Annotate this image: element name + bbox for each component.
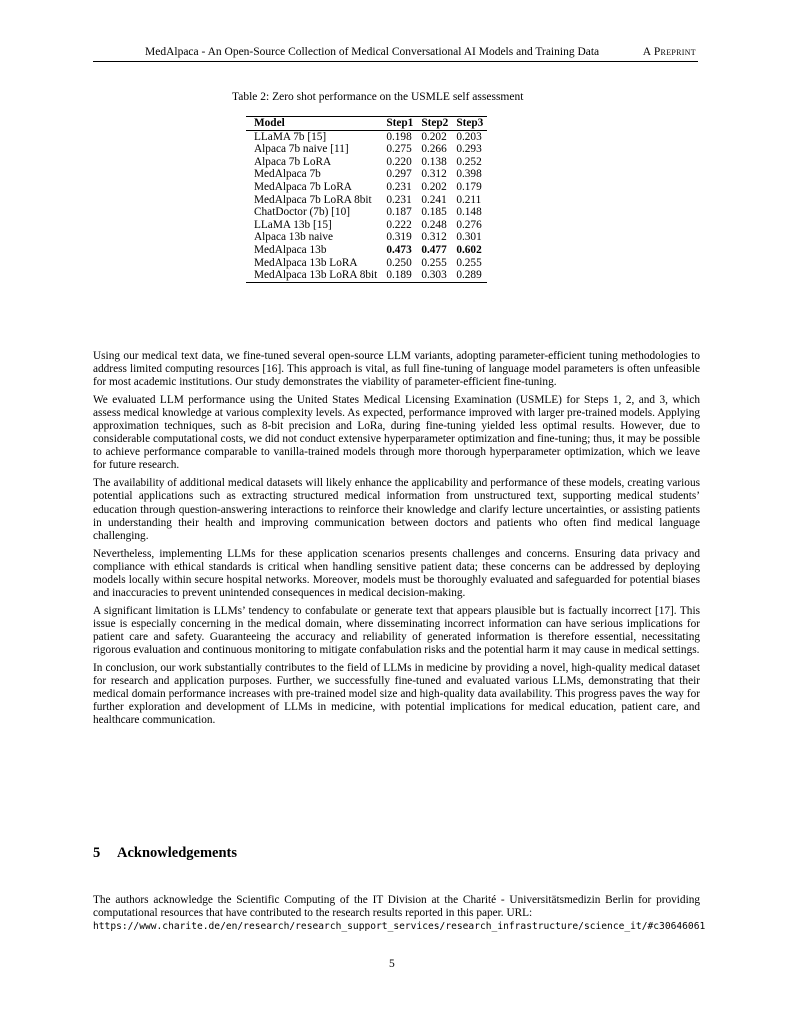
cell-model: MedAlpaca 13b LoRA — [254, 256, 358, 269]
cell-step3: 0.148 — [456, 206, 482, 219]
cell-model: Alpaca 7b LoRA — [254, 155, 332, 168]
table-row — [246, 257, 487, 270]
cell-step2: 0.241 — [421, 193, 447, 206]
table-row — [246, 231, 487, 244]
paragraph: In conclusion, our work substantially contributes to the field of LLMs in medicine by providing a novel, high-quality medical dataset for research and application purposes. Further, we successfully fine-tuned and evaluated various LLMs, demonstrating that their medical domain performance increases with pre-trained model size and high-quality data availability. This progress paves the way for further exploration and development of LLMs in medicine, with potential implications for medical education, patient care, and healthcare communication. — [93, 662, 700, 727]
column-header-step1: Step1 — [386, 117, 414, 129]
table-row — [246, 206, 487, 219]
paragraph: Using our medical text data, we fine-tuned several open-source LLM variants, adopting parameter-efficient tuning methodologies to address limited computing resources [16]. This approach is vital, as full fine-tuning of language model parameters is often unfeasible for most academic institutions. Our study demonstrates the viability of parameter-efficient fine-tuning. — [93, 350, 700, 389]
acknowledgement-url[interactable]: https://www.charite.de/en/research/research_support_services/research_infrastructure/science_it/#c30646061 — [93, 921, 706, 933]
cell-model: LLaMA 13b [15] — [254, 218, 332, 231]
table-header-row — [246, 117, 487, 131]
cell-step3: 0.203 — [456, 130, 482, 143]
table-row — [246, 143, 487, 156]
table-row — [246, 269, 487, 282]
cell-step1: 0.231 — [386, 180, 412, 193]
cell-step1: 0.275 — [386, 143, 412, 156]
cell-model: MedAlpaca 7b LoRA 8bit — [254, 193, 372, 206]
cell-step1: 0.319 — [386, 231, 412, 244]
paragraph: A significant limitation is LLMs’ tendency to confabulate or generate text that appears plausible but is factually incorrect [17]. This issue is especially concerning in the medical domain, where disseminating incorrect information can have serious implications for patient care and safety. Guaranteeing the accuracy and reliability of generated information is therefore essential, necessitating rigorous evaluation and continuous monitoring to mitigate confabulation risks and the potential harm it may cause in medical settings. — [93, 604, 700, 656]
body-text — [93, 350, 700, 732]
cell-step1: 0.231 — [386, 193, 412, 206]
cell-step1: 0.189 — [386, 269, 412, 282]
cell-step2: 0.202 — [421, 180, 447, 193]
section-heading — [93, 845, 237, 862]
cell-step1: 0.198 — [386, 130, 412, 143]
cell-step3: 0.602 — [456, 243, 482, 256]
cell-step2: 0.303 — [421, 269, 447, 282]
table-row — [246, 130, 487, 143]
cell-step1: 0.187 — [386, 206, 412, 219]
table-row-best — [246, 244, 487, 257]
table-caption: Table 2: Zero shot performance on the USMLE self assessment — [232, 91, 524, 103]
table-row — [246, 168, 487, 181]
cell-step2: 0.266 — [421, 143, 447, 156]
cell-step3: 0.211 — [456, 193, 482, 206]
column-header-model: Model — [254, 117, 285, 129]
cell-step3: 0.289 — [456, 269, 482, 282]
cell-step3: 0.255 — [456, 256, 482, 269]
cell-step3: 0.276 — [456, 218, 482, 231]
paragraph: We evaluated LLM performance using the United States Medical Licensing Examination (USMLE) for Steps 1, 2, and 3, which assess medical knowledge at various complexity levels. As expected, performance improved with larger pre-trained models. Applying approximation techniques, such as 8-bit precision and LoRa, during fine-tuning yielded less optimal results. However, due to considerable computational costs, we did not conduct extensive hyperparameter optimization and fine-tuning; thus, it may be possible to achieve performance comparable to vanilla-trained models through more thorough hyperparameter optimization, which we leave for future research. — [93, 394, 700, 472]
table-row — [246, 219, 487, 232]
acknowledgement-paragraph — [93, 894, 706, 933]
cell-model: Alpaca 7b naive [11] — [254, 143, 349, 156]
cell-step2: 0.312 — [421, 231, 447, 244]
section-title: Acknowledgements — [117, 845, 238, 861]
page-number: 5 — [389, 958, 395, 970]
column-header-step2: Step2 — [421, 117, 449, 129]
header-tag: A Preprint — [642, 46, 696, 58]
cell-model: MedAlpaca 13b — [254, 243, 327, 256]
table-row — [246, 194, 487, 207]
cell-step2: 0.202 — [421, 130, 447, 143]
paragraph: The availability of additional medical datasets will likely enhance the applicability and performance of these models, creating various potential applications such as extracting structured medical information from unstructured text, supporting medical students’ education through question-answering interactions to reinforce their knowledge and clarify lecture uncertainties, or assisting patients in understanding their health and improving communication between doctors and patients who often find medical language challenging. — [93, 477, 700, 542]
cell-step1: 0.297 — [386, 168, 412, 181]
cell-step1: 0.473 — [386, 243, 412, 256]
cell-step2: 0.185 — [421, 206, 447, 219]
column-header-step3: Step3 — [456, 117, 484, 129]
cell-step3: 0.293 — [456, 143, 482, 156]
cell-model: MedAlpaca 7b LoRA — [254, 180, 352, 193]
cell-step3: 0.301 — [456, 231, 482, 244]
table-row — [246, 156, 487, 169]
results-table — [246, 116, 487, 283]
cell-step2: 0.312 — [421, 168, 447, 181]
cell-step2: 0.255 — [421, 256, 447, 269]
cell-model: ChatDoctor (7b) [10] — [254, 206, 350, 219]
cell-model: Alpaca 13b naive — [254, 231, 334, 244]
section-number: 5 — [93, 845, 101, 861]
cell-model: LLaMA 7b [15] — [254, 130, 327, 143]
cell-step2: 0.477 — [421, 243, 447, 256]
table-row — [246, 181, 487, 194]
cell-step1: 0.222 — [386, 218, 412, 231]
paragraph: Nevertheless, implementing LLMs for these application scenarios presents challenges and concerns. Ensuring data privacy and compliance with ethical standards is critical when handling sensitive patient data; these concerns can be addressed by deploying models locally within secure hospital networks. Moreover, models must be thoroughly evaluated and safeguarded for potential biases and inaccuracies to prevent unintended consequences in medical decision-making. — [93, 547, 700, 599]
cell-step2: 0.248 — [421, 218, 447, 231]
cell-step1: 0.250 — [386, 256, 412, 269]
cell-step1: 0.220 — [386, 155, 412, 168]
cell-step3: 0.398 — [456, 168, 482, 181]
cell-step3: 0.252 — [456, 155, 482, 168]
running-header — [93, 44, 698, 60]
header-title: MedAlpaca - An Open-Source Collection of Medical Conversational AI Models and Training Data — [145, 46, 600, 58]
header-rule — [93, 61, 698, 62]
cell-step2: 0.138 — [421, 155, 447, 168]
cell-model: MedAlpaca 13b LoRA 8bit — [254, 269, 378, 282]
acknowledgement-text: The authors acknowledge the Scientific Computing of the IT Division at the Charité - Universitätsmedizin Berlin for providing computational resources that have contributed to the research results reported in this paper. URL: — [93, 894, 700, 920]
cell-model: MedAlpaca 7b — [254, 168, 321, 181]
cell-step3: 0.179 — [456, 180, 482, 193]
